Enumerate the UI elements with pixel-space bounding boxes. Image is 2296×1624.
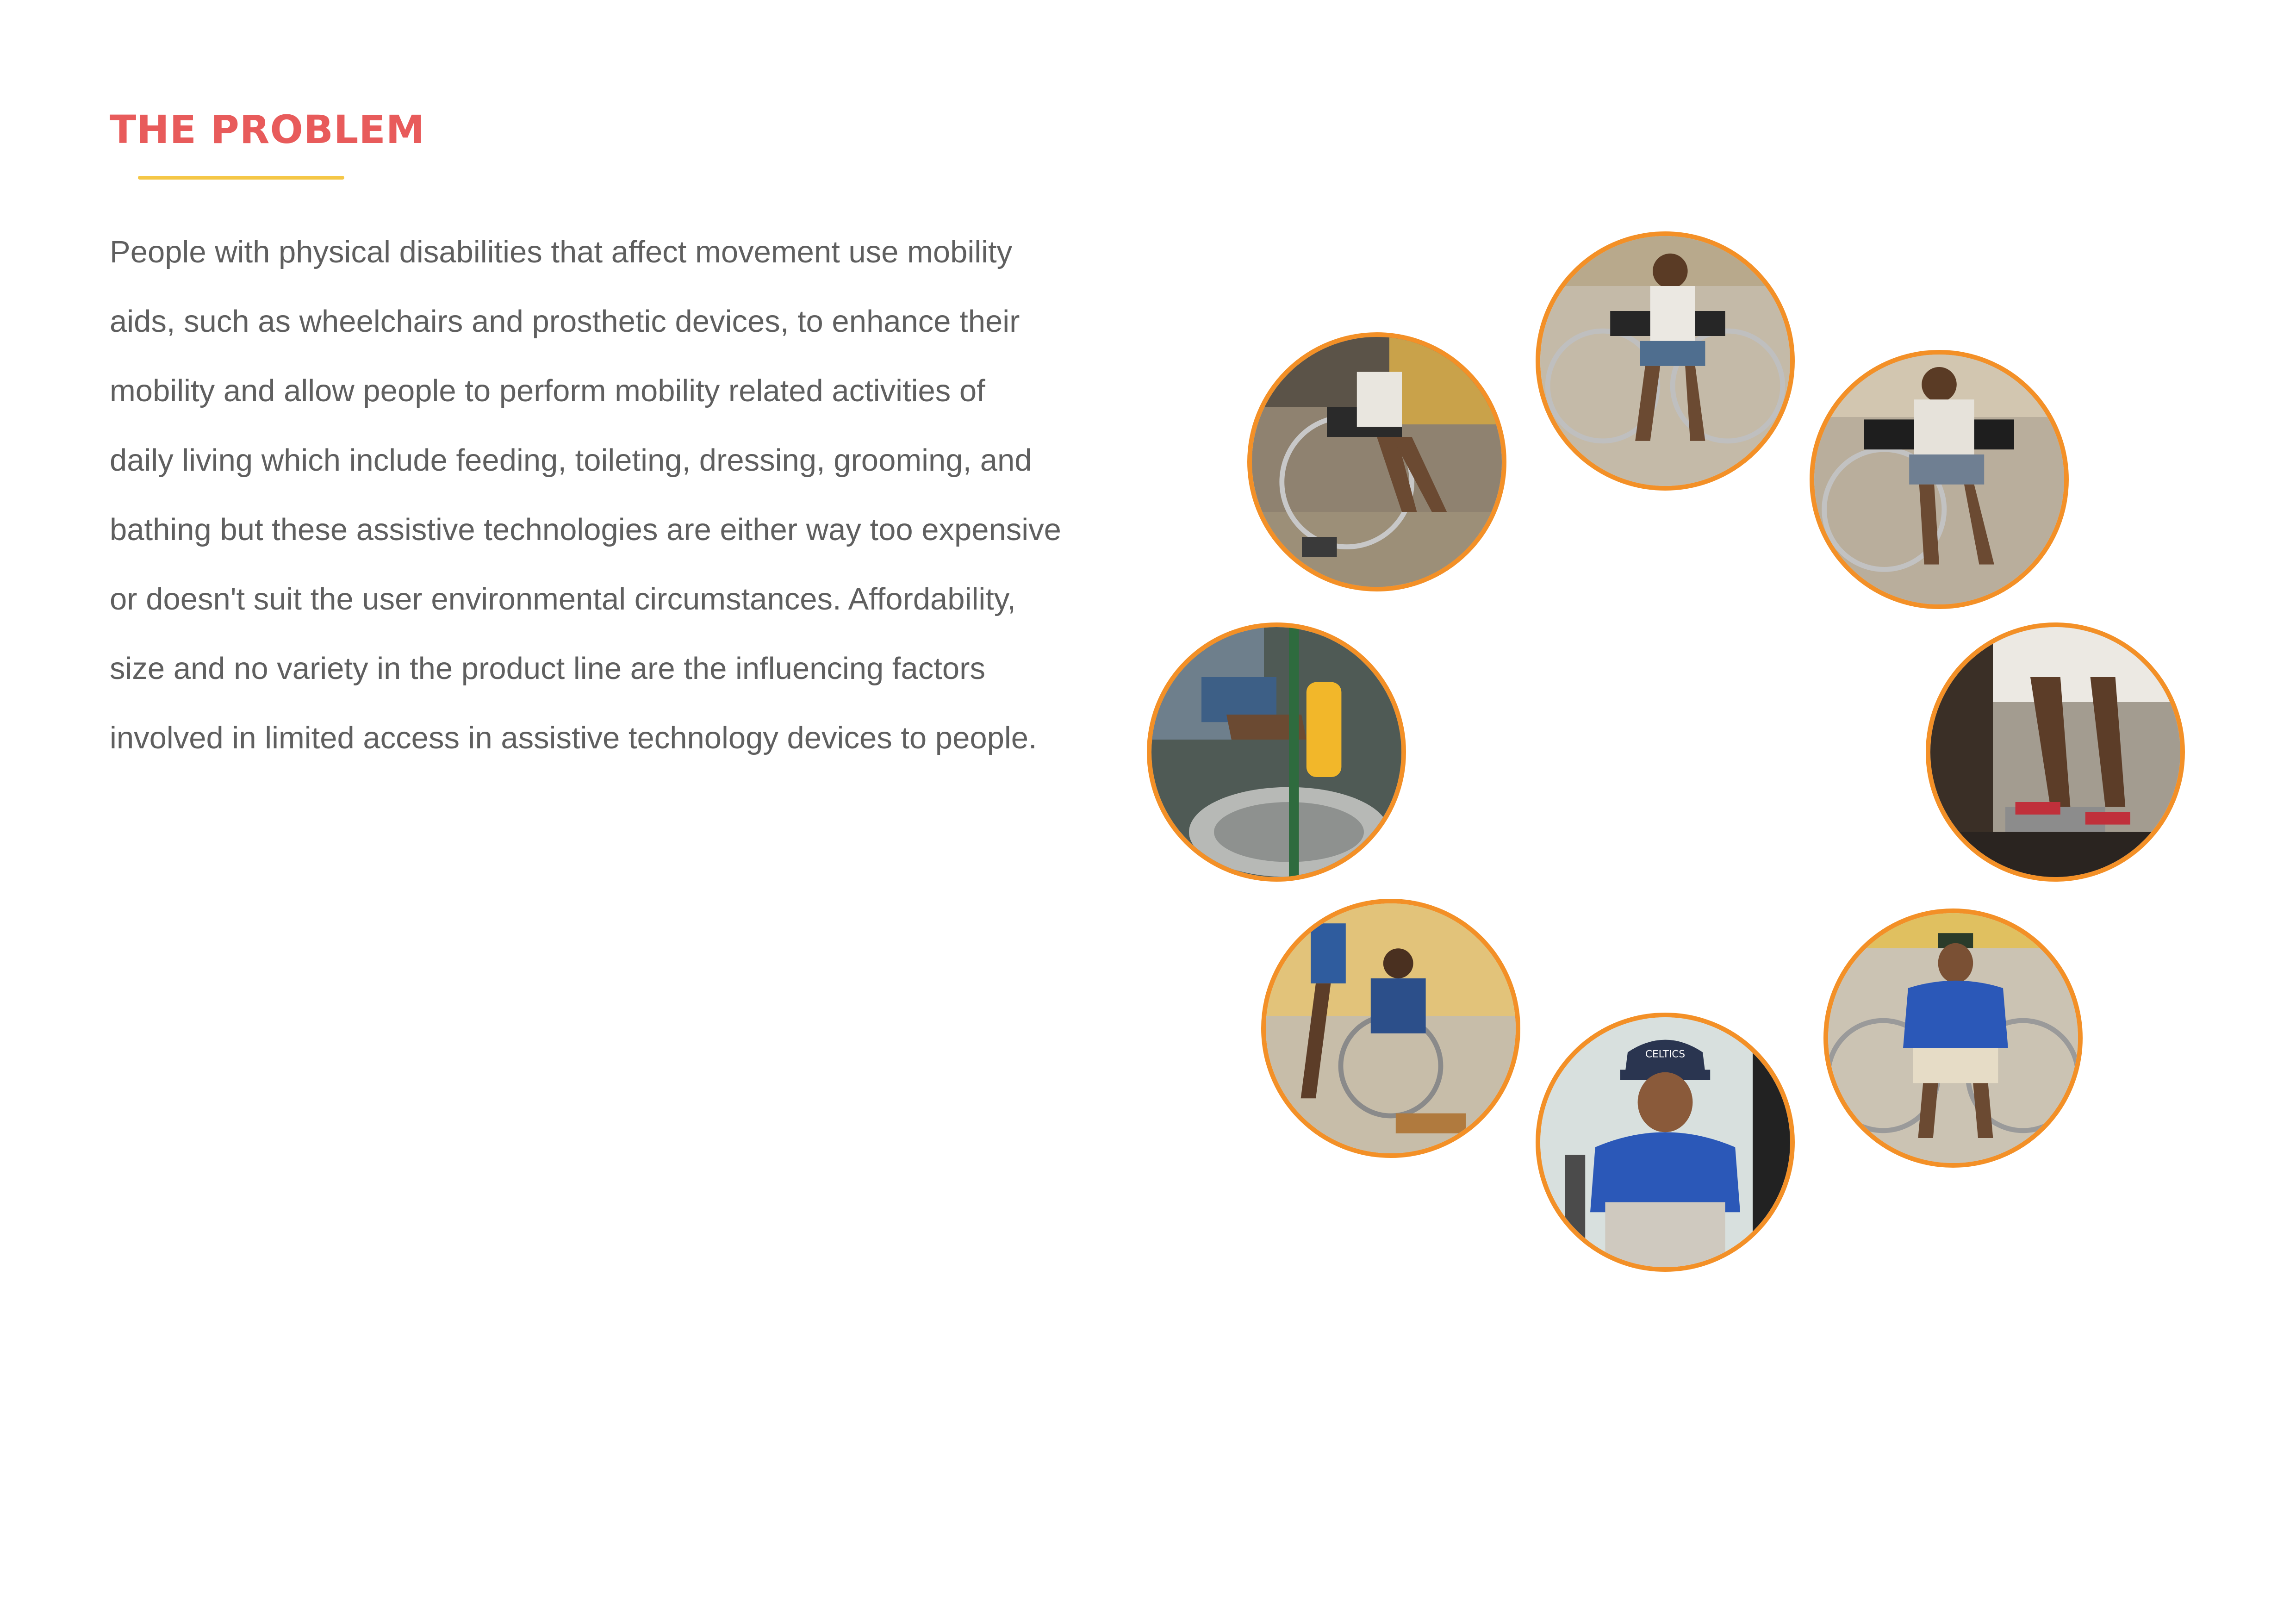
- photo-feeding-activity: [1147, 622, 1406, 882]
- photo-boy-wheelchair-front: [1536, 231, 1795, 491]
- photo-man-wheelchair-cap: [1823, 908, 2083, 1168]
- photo-image: [1266, 903, 1516, 1153]
- problem-paragraph: [110, 218, 1109, 773]
- paragraph-line: bathing but these assistive technologies are either way too expensive: [110, 512, 1061, 547]
- paragraph-line: aids, such as wheelchairs and prosthetic devices, to enhance their: [110, 304, 1020, 339]
- paragraph-line: People with physical disabilities that affect movement use mobility: [110, 235, 1013, 269]
- photo-pushing-wheelchair: [1261, 899, 1520, 1158]
- photo-boy-wheelchair-side: [1247, 332, 1506, 591]
- paragraph-line: daily living which include feeding, toileting, dressing, grooming, and: [110, 443, 1032, 478]
- photo-image: [1814, 355, 2064, 604]
- photo-image: [1540, 1017, 1790, 1267]
- photo-feet-footrest: [1926, 622, 2185, 882]
- photo-image: [1540, 236, 1790, 486]
- photo-image: [1930, 627, 2180, 877]
- paragraph-line: or doesn't suit the user environmental circumstances. Affordability,: [110, 582, 1016, 616]
- photo-man-blue-shirt-cap: [1536, 1013, 1795, 1272]
- photo-image: [1828, 913, 2078, 1163]
- paragraph-line: involved in limited access in assistive technology devices to people.: [110, 721, 1037, 755]
- photo-image: [1252, 337, 1502, 587]
- paragraph-line: mobility and allow people to perform mobility related activities of: [110, 373, 985, 408]
- photo-boy-wheelchair-right: [1810, 350, 2069, 609]
- photo-image: [1151, 627, 1401, 877]
- title-underline: [138, 176, 344, 180]
- section-title: THE PROBLEM: [110, 107, 425, 152]
- paragraph-line: size and no variety in the product line are the influencing factors: [110, 651, 985, 686]
- cap-logo-text: CELTICS: [1645, 1048, 1686, 1060]
